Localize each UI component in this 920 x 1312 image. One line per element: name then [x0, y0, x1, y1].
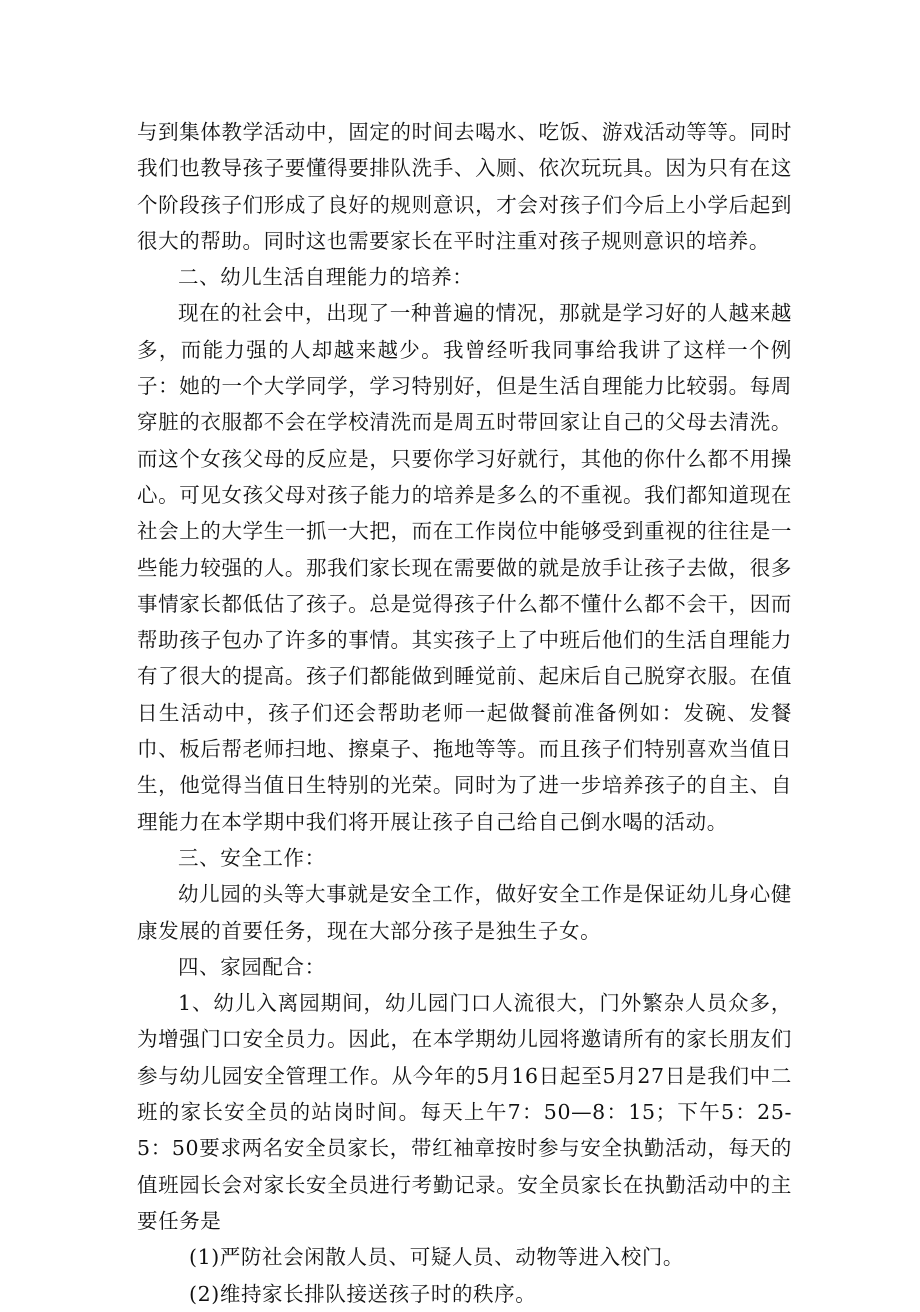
section-heading-home-school: 四、家园配合：: [178, 954, 326, 979]
document-body: [137, 114, 792, 1312]
paragraph-self-care: 现在的社会中，出现了一种普遍的情况，那就是学习好的人越来越多，而能力强的人却越来越少。我曾经听我同事给我讲了这样一个例子：她的一个大学同学，学习特别好，但是生活自理能力比较弱。每周穿脏的衣服都不会在学校清洗而是周五时带回家让自己的父母去清洗。而这个女孩父母的反应是，只要你学习好就行，其他的你什么都不用操心。可见女孩父母对孩子能力的培养是多么的不重视。我们都知道现在社会上的大学生一抓一大把，而在工作岗位中能够受到重视的往往是一些能力较强的人。那我们家长现在需要做的就是放手让孩子去做，很多事情家长都低估了孩子。总是觉得孩子什么都不懂什么都不会干，因而帮助孩子包办了许多的事情。其实孩子上了中班后他们的生活自理能力有了很大的提高。孩子们都能做到睡觉前、起床后自己脱穿衣服。在值日生活动中，孩子们还会帮助老师一起做餐前准备例如：发碗、发餐巾、板后帮老师扫地、擦桌子、拖地等等。而且孩子们特别喜欢当值日生，他觉得当值日生特别的光荣。同时为了进一步培养孩子的自主、自理能力在本学期中我们将开展让孩子自己给自己倒水喝的活动。: [137, 301, 792, 834]
paragraph-home-school: 1、幼儿入离园期间，幼儿园门口人流很大，门外繁杂人员众多，为增强门口安全员力。因此，在本学期幼儿园将邀请所有的家长朋友们参与幼儿园安全管理工作。从今年的5月16日起至5月27日是我们中二班的家长安全员的站岗时间。每天上午7：50—8：15；下午5：25-5：50要求两名安全员家长，带红袖章按时参与安全执勤活动，每天的值班园长会对家长安全员进行考勤记录。安全员家长在执勤活动中的主要任务是: [137, 991, 792, 1233]
list-item-2: (2)维持家长排队接送孩子时的秩序。: [189, 1281, 537, 1306]
paragraph-safety: 幼儿园的头等大事就是安全工作，做好安全工作是保证幼儿身心健康发展的首要任务，现在大部分孩子是独生子女。: [137, 882, 792, 943]
section-heading-self-care: 二、幼儿生活自理能力的培养：: [178, 265, 474, 290]
section-heading-safety: 三、安全工作：: [178, 845, 326, 870]
paragraph-continuation: 与到集体教学活动中，固定的时间去喝水、吃饭、游戏活动等等。同时我们也教导孩子要懂得要排队洗手、入厕、依次玩玩具。因为只有在这个阶段孩子们形成了良好的规则意识，才会对孩子们今后上小学后起到很大的帮助。同时这也需要家长在平时注重对孩子规则意识的培养。: [137, 120, 792, 253]
list-item-1: (1)严防社会闲散人员、可疑人员、动物等进入校门。: [189, 1245, 685, 1270]
